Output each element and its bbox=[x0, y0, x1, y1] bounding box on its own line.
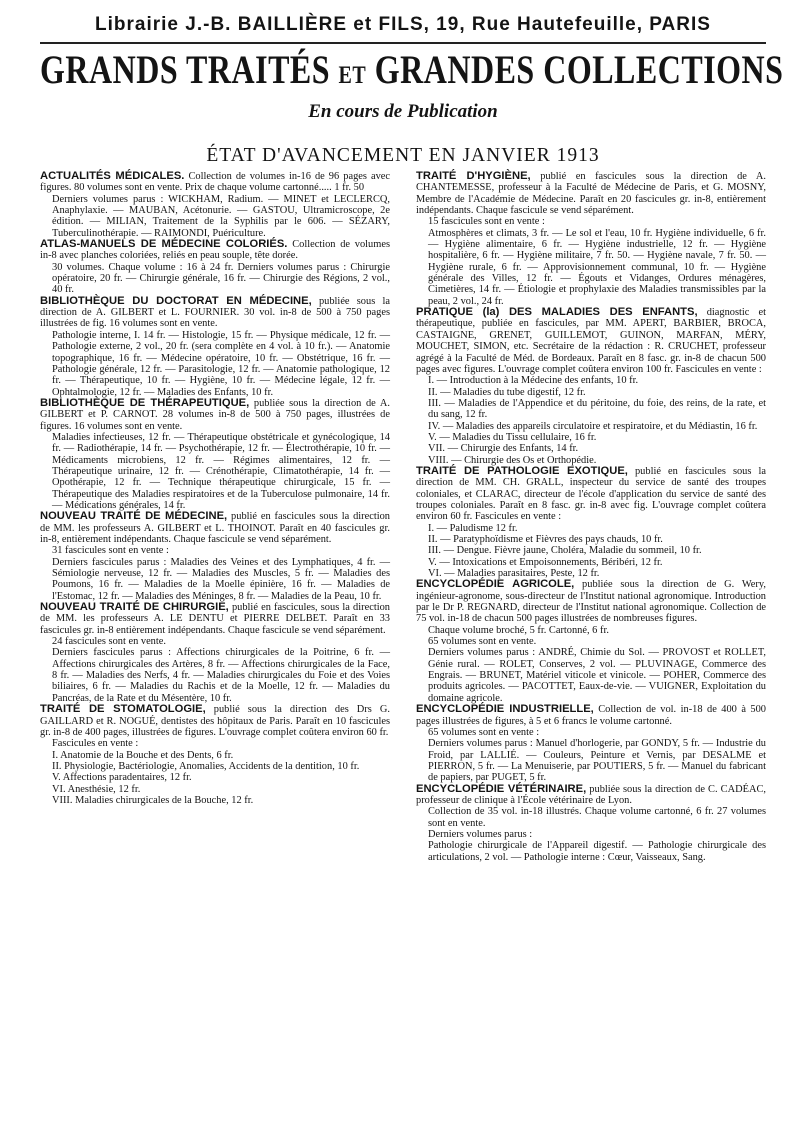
entry-heading: NOUVEAU TRAITÉ DE CHIRURGIE, bbox=[40, 601, 229, 614]
entry-line bbox=[40, 795, 390, 806]
entry-line bbox=[416, 534, 766, 545]
entry-line bbox=[40, 432, 390, 511]
entry-description bbox=[40, 704, 390, 738]
entry-line bbox=[40, 761, 390, 772]
entry-line bbox=[416, 375, 766, 386]
entry-description bbox=[40, 398, 390, 432]
entry-line bbox=[416, 806, 766, 829]
catalog-entry bbox=[40, 704, 390, 806]
entry-text: 31 fascicules sont en vente : bbox=[52, 545, 169, 557]
entry-text: Derniers fascicules parus : Maladies des Veines et des Lymphatiques, 4 fr. — Sémiologie nerveuse, 12 fr. — Maladies des Muscles, 5 fr. — Maladies des Poumons, 16 fr. — Maladies de la Moelle épinière, 16 fr. — Maladies de l'Estomac, 12 fr. — Maladies des Méninges, 8 fr. — Maladies de la Peau, 10 fr. bbox=[52, 556, 390, 602]
left-column bbox=[40, 171, 390, 863]
entry-description bbox=[416, 579, 766, 624]
entry-text: V. — Intoxications et Empoisonnements, Béribéri, 12 fr. bbox=[428, 556, 663, 568]
entry-text: I. Anatomie de la Bouche et des Dents, 6 fr. bbox=[52, 749, 234, 761]
catalog-entry bbox=[40, 602, 390, 704]
entry-line bbox=[416, 557, 766, 568]
entry-text: Derniers volumes parus : WICKHAM, Radium. — MINET et LECLERCQ, Anaphylaxie. — MAUBAN, Acétonurie. — GASTOU, Ultramicroscope, 2e édition. — MILIAN, Traitement de la Syphilis par le 606. — SÉZARY, Tuberculinothérapie. — RAIMONDI, Puériculture. bbox=[52, 193, 390, 239]
entry-line bbox=[40, 557, 390, 602]
entry-text: Collection de volumes in-8 avec planches coloriées, reliés en peau souple, tête dorée. bbox=[40, 239, 390, 262]
entry-line bbox=[416, 636, 766, 647]
entry-heading: ACTUALITÉS MÉDICALES. bbox=[40, 170, 185, 182]
header-rule bbox=[40, 42, 766, 44]
entry-text: Derniers volumes parus : ANDRÉ, Chimie du Sol. — PROVOST et ROLLET, Génie rural. — ROLET, Conserves, 2 vol. — PLUVINAGE, Commerce des Engrais. — BRUNET, Matériel viticole et vinicole. — POHER, Commerce des produits agricoles. — PACOTTET, Eaux-de-vie. — VUIGNER, Exploitation du domaine agricole. bbox=[428, 647, 766, 704]
entry-line bbox=[416, 523, 766, 534]
catalog-entry bbox=[40, 511, 390, 602]
entry-text: publiée sous la direction de A. GILBERT et P. CARNOT. 28 volumes in-8 de 500 à 750 pages, illustrées de figures. 16 volumes sont en vente. bbox=[40, 397, 390, 432]
entry-text: VI. Anesthésie, 12 fr. bbox=[52, 783, 141, 795]
entry-text: publiée sous la direction de C. CADÉAC, professeur de clinique à l'École vétérinaire de Lyon. bbox=[416, 783, 766, 806]
entry-line bbox=[40, 545, 390, 556]
entry-text: publié en fascicules sous la direction de A. CHANTEMESSE, professeur à la Faculté de Médecine de Paris, et G. MOSNY, Membre de l'Académie de Médecine. Paraît en 20 fascicules gr. in-8, entièrement indépendants. Chaque fascicule se vend séparément. bbox=[416, 171, 766, 217]
entry-text: publiée sous la direction de G. Wery, ingénieur-agronome, sous-directeur de l'Institut national agronomique. Introduction par le Dr P. REGNARD, directeur de l'Institut national agronomique. Collection de 75 vol. in-18 de chacun 500 pages illustrées de nombreuses figures. bbox=[416, 579, 766, 625]
catalog-entry bbox=[416, 307, 766, 466]
entry-text: Collection de 35 vol. in-18 illustrés. Chaque volume cartonné, 6 fr. 27 volumes sont en vente. bbox=[428, 806, 766, 829]
entry-heading: ENCYCLOPÉDIE VÉTÉRINAIRE, bbox=[416, 782, 587, 795]
entry-text: II. — Maladies du tube digestif, 12 fr. bbox=[428, 386, 586, 398]
entry-text: Fascicules en vente : bbox=[52, 738, 139, 750]
entry-text: II. — Paratyphoïdisme et Fièvres des pays chauds, 10 fr. bbox=[428, 534, 663, 545]
right-column bbox=[416, 171, 766, 863]
entry-line bbox=[40, 330, 390, 398]
entry-line bbox=[416, 647, 766, 704]
entry-line bbox=[40, 772, 390, 783]
entry-line bbox=[416, 398, 766, 421]
entry-text: Collection de volumes in-16 de 96 pages avec figures. 80 volumes sont en vente. Prix de chaque volume cartonné..... 1 fr. 50 bbox=[40, 171, 391, 194]
columns bbox=[40, 171, 766, 863]
entry-line bbox=[40, 636, 390, 647]
entry-text: publié sous la direction des Drs G. GAILLARD et R. NOGUÉ, dentistes des hôpitaux de Paris. Paraît en 10 fascicules gr. in-8 de 400 pages, illustrées de figures. L'ouvrage complet coûtera environ 60 fr. bbox=[40, 704, 390, 738]
entry-line bbox=[40, 647, 390, 704]
entry-line bbox=[416, 421, 766, 432]
entry-text: 24 fascicules sont en vente. bbox=[52, 636, 166, 648]
title-connector: ET bbox=[338, 61, 367, 90]
entry-heading: BIBLIOTHÈQUE DE THÉRAPEUTIQUE, bbox=[40, 396, 250, 409]
entry-description bbox=[40, 296, 390, 330]
entry-text: I. — Paludisme 12 fr. bbox=[428, 522, 518, 534]
entry-text: 65 volumes sont en vente : bbox=[428, 726, 540, 738]
entry-text: Collection de vol. in-18 de 400 à 500 pages illustrées de figures, à 5 et 6 francs le volume cartonné. bbox=[416, 704, 766, 727]
entry-description bbox=[40, 511, 390, 545]
entry-heading: NOUVEAU TRAITÉ DE MÉDECINE, bbox=[40, 510, 228, 523]
entry-text: Derniers volumes parus : Manuel d'horlogerie, par GONDY, 5 fr. — Industrie du Froid, par LALLIÉ. — Couleurs, Peinture et Vernis, par DESALME et PIERRON, 5 fr. — La Menuiserie, par POUTIERS, 5 fr. — Manuel du fabricant de papiers, par PUGET, 5 fr. bbox=[428, 738, 766, 784]
entry-description bbox=[416, 704, 766, 727]
catalog-entry bbox=[416, 466, 766, 579]
entry-text: III. — Dengue. Fièvre jaune, Choléra, Maladie du sommeil, 10 fr. bbox=[428, 545, 702, 557]
entry-text: Derniers fascicules parus : Affections chirurgicales de la Poitrine, 6 fr. — Affections chirurgicales des Artères, 8 fr. — Affections chirurgicales de la Face, 8 fr. — Maladies des Nerfs, 4 fr. — Maladies chirurgicales du Foie et des Voies biliaires, 6 fr. — Maladies du Rachis et de la Moelle, 12 fr. — Maladies du Pancréas, de la Rate et du Mésentère, 10 fr. bbox=[52, 647, 390, 704]
entry-line bbox=[416, 738, 766, 783]
entry-heading: PRATIQUE (la) DES MALADIES DES ENFANTS, bbox=[416, 306, 698, 319]
entry-text: 30 volumes. Chaque volume : 16 à 24 fr. Derniers volumes parus : Chirurgie opératoire, 20 fr. — Chirurgie générale, 16 fr. — Chirurgie des Régions, 2 vol., 40 fr. bbox=[52, 261, 390, 296]
catalog-entry bbox=[40, 171, 390, 239]
entry-text: VIII. — Chirurgie des Os et Orthopédie. bbox=[428, 454, 597, 466]
entry-text: V. — Maladies du Tissu cellulaire, 16 fr. bbox=[428, 431, 597, 443]
entry-description bbox=[40, 239, 390, 262]
entry-heading: TRAITÉ DE PATHOLOGIE EXOTIQUE, bbox=[416, 464, 628, 477]
catalog-entry bbox=[416, 704, 766, 783]
status-heading: ÉTAT D'AVANCEMENT EN JANVIER 1913 bbox=[206, 145, 600, 166]
title-part1: GRANDS TRAITÉS bbox=[40, 46, 331, 92]
entry-line bbox=[416, 829, 766, 840]
entry-heading: BIBLIOTHÈQUE DU DOCTORAT EN MÉDECINE, bbox=[40, 294, 312, 307]
entry-text: Derniers volumes parus : bbox=[428, 828, 533, 840]
catalog-entry bbox=[40, 239, 390, 296]
subtitle: En cours de Publication bbox=[308, 101, 498, 122]
entry-line bbox=[416, 625, 766, 636]
entry-line bbox=[40, 194, 390, 239]
entry-text: Pathologie chirurgicale de l'Appareil digestif. — Pathologie chirurgicale des articulations, 2 vol. — Pathologie interne : Cœur, Vaisseaux, Sang. bbox=[428, 840, 766, 863]
entry-text: publiée sous la direction de A. GILBERT et L. FOURNIER. 30 vol. in-8 de 500 à 750 pages illustrées de fig. 16 volumes sont en vente. bbox=[40, 295, 390, 330]
entry-description bbox=[416, 466, 766, 523]
entry-text: VII. — Chirurgie des Enfants, 14 fr. bbox=[428, 443, 579, 455]
entry-line bbox=[416, 228, 766, 307]
catalog-entry bbox=[416, 171, 766, 307]
entry-description bbox=[40, 171, 390, 194]
entry-heading: TRAITÉ D'HYGIÈNE, bbox=[416, 170, 531, 182]
catalog-entry bbox=[40, 296, 390, 398]
entry-description bbox=[40, 602, 390, 636]
catalog-entry bbox=[416, 579, 766, 704]
publisher-header: Librairie J.-B. BAILLIÈRE et FILS, 19, Rue Hautefeuille, PARIS bbox=[95, 14, 711, 35]
entry-line bbox=[416, 216, 766, 227]
entry-text: publié en fascicules, sous la direction de MM. les professeurs A. LE DENTU et PIERRE DELBET. Paraît en 33 fascicules gr. in-8 entièrement indépendants. Chaque fascicule se vend séparément. bbox=[40, 602, 390, 636]
entry-description bbox=[416, 307, 766, 375]
entry-heading: ENCYCLOPÉDIE AGRICOLE, bbox=[416, 578, 575, 591]
entry-line bbox=[416, 840, 766, 863]
entry-text: Chaque volume broché, 5 fr. Cartonné, 6 fr. bbox=[428, 624, 609, 636]
entry-text: 15 fascicules sont en vente : bbox=[428, 216, 545, 228]
entry-text: publié en fascicules sous la direction de MM. CH. GRALL, inspecteur du service de santé des troupes coloniales, et CLARAC, directeur de l'école d'application du service de santé des troupes coloniales. Paraît en 8 fasc. gr. in-8 avec fig. L'ouvrage complet coûtera environ 60 fr. Fascicules en vente : bbox=[416, 465, 766, 523]
title-part2: GRANDES COLLECTIONS bbox=[374, 46, 784, 92]
entry-text: publié en fascicules sous la direction de MM. les professeurs A. GILBERT et L. THOINOT. Paraît en 40 fascicules gr. in-8, entièrement indépendants. Chaque fascicule se vend séparément. bbox=[40, 511, 391, 545]
entry-text: III. — Maladies de l'Appendice et du péritoine, du foie, des reins, de la rate, et du sang, 12 fr. bbox=[428, 397, 766, 421]
entry-text: V. Affections paradentaires, 12 fr. bbox=[52, 772, 192, 784]
entry-text: 65 volumes sont en vente. bbox=[428, 636, 537, 648]
entry-line bbox=[40, 262, 390, 296]
entry-text: diagnostic et thérapeutique, publiée en fascicules, par MM. APERT, BARBIER, BROCA, CASTAIGNE, GRENET, GUILLEMOT, GUINON, MARFAN, MÉRY, MOUCHET, SIMON, etc. Secrétaire de la rédaction : R. CRUCHET, professeur agrégé à la Faculté de Méd. de Bordeaux. Paraît en 8 fasc. gr. in-8 de chacun 500 pages avec figures. L'ouvrage complet coûtera environ 100 fr. Fascicules en vente : bbox=[416, 307, 766, 375]
entry-text: Atmosphères et climats, 3 fr. — Le sol et l'eau, 10 fr. Hygiène individuelle, 6 fr. — Hygiène alimentaire, 6 fr. — Hygiène industrielle, 12 fr. — Hygiène hospitalière, 6 fr. — Hygiène militaire, 7 fr. 50. — Hygiène navale, 7 fr. 50. — Hygiène rurale, 6 fr. — Approvisionnement communal, 10 fr. — Hygiène générale des Villes, 12 fr. — Égouts et Vidanges, Ordures ménagères, Cimetières, 14 fr. — Étiologie et prophylaxie des Maladies transmissibles par la peau, 2 vol., 24 fr. bbox=[428, 227, 766, 307]
entry-text: VIII. Maladies chirurgicales de la Bouche, 12 fr. bbox=[52, 794, 254, 806]
catalog-entry bbox=[416, 784, 766, 863]
entry-text: Pathologie interne, I. 14 fr. — Histologie, 15 fr. — Physique médicale, 12 fr. — Pathologie externe, 2 vol., 20 fr. (sera complète en 4 vol. à 10 fr.). — Anatomie topographique, 16 fr. — Médecine opératoire, 10 fr. — Obstétrique, 16 fr. — Pathologie générale, 12 fr. — Parasitologie, 12 fr. — Anatomie pathologique, 12 fr. — Thérapeutique, 10 fr. — Hygiène, 10 fr. — Médecine légale, 12 fr. — Ophtalmologie, 12 fr. — Maladies des Enfants, 10 fr. bbox=[52, 329, 390, 398]
entry-text: Maladies infectieuses, 12 fr. — Thérapeutique obstétricale et gynécologique, 14 fr. — Radiothérapie, 14 fr. — Psychothérapie, 12 fr. — Électrothérapie, 10 fr. — Médicaments microbiens, 12 fr. — Régimes alimentaires, 12 fr. — Thérapeutique urinaire, 12 fr. — Crénothérapie, Climatothérapie, 14 fr. — Opothérapie, 12 fr. — Technique thérapeutique chirurgicale, 15 fr. — Thérapeutique des Maladies respiratoires et de la Tuberculose pulmonaire, 14 fr. — Médications générales, 14 fr. bbox=[52, 431, 390, 511]
entry-line bbox=[416, 432, 766, 443]
entry-line bbox=[416, 727, 766, 738]
entry-text: I. — Introduction à la Médecine des enfants, 10 fr. bbox=[428, 375, 639, 387]
entry-text: IV. — Maladies des appareils circulatoire et respiratoire, et du Médiastin, 16 fr. bbox=[428, 420, 758, 432]
entry-line bbox=[40, 738, 390, 749]
entry-heading: TRAITÉ DE STOMATOLOGIE, bbox=[40, 703, 206, 716]
entry-text: II. Physiologie, Bactériologie, Anomalies, Accidents de la dentition, 10 fr. bbox=[52, 760, 360, 772]
main-title bbox=[40, 46, 784, 98]
entry-text: VI. — Maladies parasitaires, Peste, 12 fr. bbox=[428, 568, 600, 580]
entry-line bbox=[416, 443, 766, 454]
catalog-entry bbox=[40, 398, 390, 511]
entry-line bbox=[416, 545, 766, 556]
entry-line bbox=[40, 750, 390, 761]
entry-description bbox=[416, 171, 766, 216]
entry-line bbox=[416, 387, 766, 398]
entry-heading: ATLAS-MANUELS DE MÉDECINE COLORIÉS. bbox=[40, 238, 288, 251]
entry-heading: ENCYCLOPÉDIE INDUSTRIELLE, bbox=[416, 703, 594, 716]
entry-line bbox=[40, 784, 390, 795]
entry-description bbox=[416, 784, 766, 807]
